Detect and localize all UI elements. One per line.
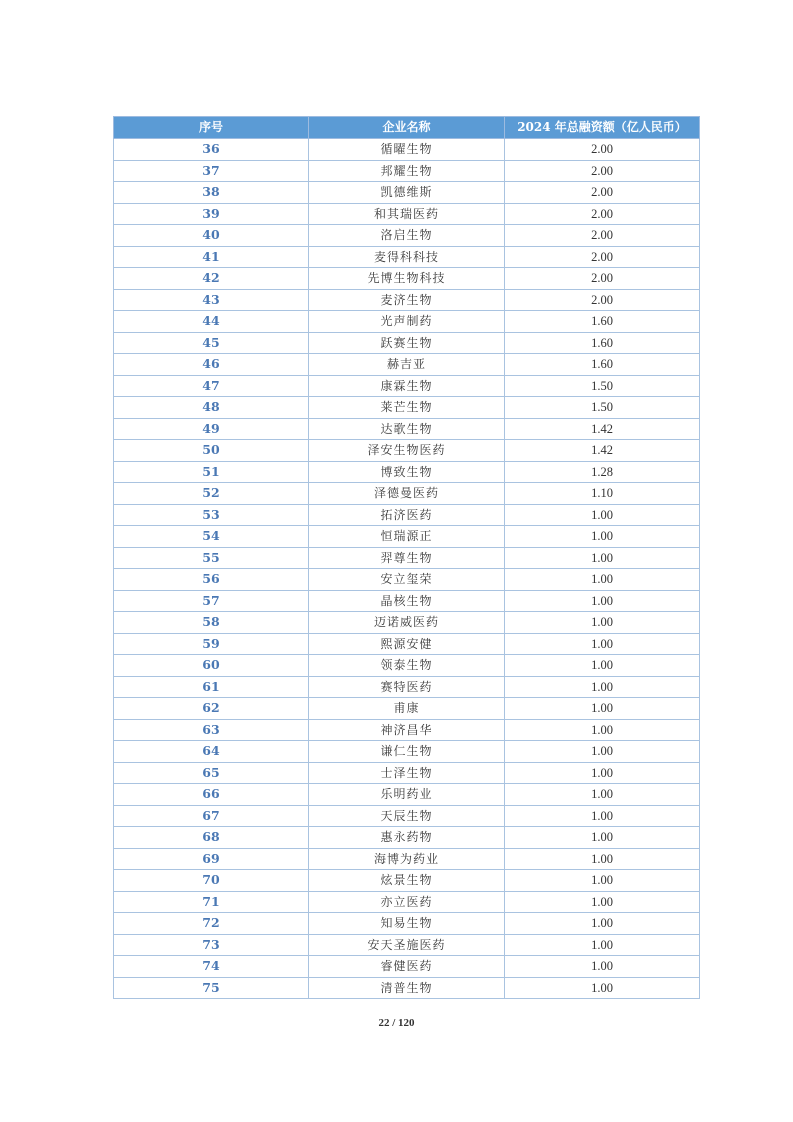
row-financing-amount: 1.00 [505, 784, 700, 806]
row-index: 62 [114, 698, 309, 720]
row-financing-amount: 1.00 [505, 870, 700, 892]
row-financing-amount: 1.00 [505, 504, 700, 526]
row-company-name: 光声制药 [309, 311, 505, 333]
row-financing-amount: 1.00 [505, 741, 700, 763]
table-row [114, 547, 700, 569]
table-row [114, 483, 700, 505]
row-company-name: 拓济医药 [309, 504, 505, 526]
table-row [114, 332, 700, 354]
table-row [114, 203, 700, 225]
row-index: 56 [114, 569, 309, 591]
row-index: 39 [114, 203, 309, 225]
row-financing-amount: 1.00 [505, 633, 700, 655]
row-company-name: 安天圣施医药 [309, 934, 505, 956]
row-index: 36 [114, 139, 309, 161]
row-financing-amount: 2.00 [505, 139, 700, 161]
row-financing-amount: 1.60 [505, 332, 700, 354]
table-row [114, 160, 700, 182]
row-index: 40 [114, 225, 309, 247]
row-financing-amount: 1.00 [505, 913, 700, 935]
row-index: 65 [114, 762, 309, 784]
row-index: 41 [114, 246, 309, 268]
table-header-row [114, 117, 700, 139]
table-row [114, 827, 700, 849]
row-financing-amount: 1.00 [505, 590, 700, 612]
row-index: 59 [114, 633, 309, 655]
table-row [114, 246, 700, 268]
row-financing-amount: 1.00 [505, 827, 700, 849]
row-company-name: 赫吉亚 [309, 354, 505, 376]
header-total-financing: 2024 年总融资额（亿人民币） [505, 117, 700, 139]
table-row [114, 934, 700, 956]
row-index: 68 [114, 827, 309, 849]
row-company-name: 清普生物 [309, 977, 505, 999]
table-row [114, 762, 700, 784]
row-financing-amount: 1.00 [505, 612, 700, 634]
row-index: 63 [114, 719, 309, 741]
row-index: 70 [114, 870, 309, 892]
row-index: 48 [114, 397, 309, 419]
row-financing-amount: 1.00 [505, 719, 700, 741]
row-index: 43 [114, 289, 309, 311]
row-company-name: 洛启生物 [309, 225, 505, 247]
row-financing-amount: 1.00 [505, 848, 700, 870]
row-company-name: 麦得科科技 [309, 246, 505, 268]
table-row [114, 655, 700, 677]
row-financing-amount: 1.42 [505, 418, 700, 440]
row-company-name: 睿健医药 [309, 956, 505, 978]
table-row [114, 418, 700, 440]
row-financing-amount: 1.60 [505, 311, 700, 333]
row-index: 45 [114, 332, 309, 354]
row-company-name: 熙源安健 [309, 633, 505, 655]
header-index: 序号 [114, 117, 309, 139]
row-financing-amount: 1.00 [505, 676, 700, 698]
row-financing-amount: 1.50 [505, 375, 700, 397]
table-row [114, 354, 700, 376]
row-financing-amount: 2.00 [505, 160, 700, 182]
row-company-name: 跃赛生物 [309, 332, 505, 354]
row-company-name: 亦立医药 [309, 891, 505, 913]
row-company-name: 惠永药物 [309, 827, 505, 849]
table-row [114, 719, 700, 741]
financing-table-container [113, 116, 699, 999]
table-row [114, 225, 700, 247]
row-company-name: 恒瑞源正 [309, 526, 505, 548]
row-index: 50 [114, 440, 309, 462]
row-financing-amount: 2.00 [505, 225, 700, 247]
row-financing-amount: 1.28 [505, 461, 700, 483]
row-company-name: 乐明药业 [309, 784, 505, 806]
table-row [114, 569, 700, 591]
row-financing-amount: 1.00 [505, 698, 700, 720]
table-row [114, 784, 700, 806]
row-index: 64 [114, 741, 309, 763]
header-company-name: 企业名称 [309, 117, 505, 139]
row-company-name: 麦济生物 [309, 289, 505, 311]
row-index: 49 [114, 418, 309, 440]
row-company-name: 甫康 [309, 698, 505, 720]
table-row [114, 870, 700, 892]
row-index: 74 [114, 956, 309, 978]
row-index: 75 [114, 977, 309, 999]
row-index: 44 [114, 311, 309, 333]
table-row [114, 139, 700, 161]
table-row [114, 461, 700, 483]
table-row [114, 504, 700, 526]
row-company-name: 士泽生物 [309, 762, 505, 784]
row-company-name: 羿尊生物 [309, 547, 505, 569]
row-index: 72 [114, 913, 309, 935]
row-financing-amount: 1.00 [505, 569, 700, 591]
row-financing-amount: 2.00 [505, 268, 700, 290]
row-financing-amount: 1.00 [505, 805, 700, 827]
row-financing-amount: 2.00 [505, 246, 700, 268]
row-company-name: 神济昌华 [309, 719, 505, 741]
table-row [114, 891, 700, 913]
row-company-name: 泽德曼医药 [309, 483, 505, 505]
table-row [114, 612, 700, 634]
row-index: 57 [114, 590, 309, 612]
row-company-name: 晶核生物 [309, 590, 505, 612]
row-financing-amount: 1.00 [505, 934, 700, 956]
row-index: 67 [114, 805, 309, 827]
table-row [114, 848, 700, 870]
row-company-name: 和其瑞医药 [309, 203, 505, 225]
table-row [114, 913, 700, 935]
table-row [114, 590, 700, 612]
table-row [114, 698, 700, 720]
row-index: 60 [114, 655, 309, 677]
row-financing-amount: 2.00 [505, 182, 700, 204]
row-index: 42 [114, 268, 309, 290]
row-company-name: 莱芒生物 [309, 397, 505, 419]
row-company-name: 炫景生物 [309, 870, 505, 892]
row-financing-amount: 1.10 [505, 483, 700, 505]
table-row [114, 633, 700, 655]
row-index: 38 [114, 182, 309, 204]
row-index: 37 [114, 160, 309, 182]
row-financing-amount: 1.42 [505, 440, 700, 462]
row-company-name: 天辰生物 [309, 805, 505, 827]
table-row [114, 805, 700, 827]
row-company-name: 知易生物 [309, 913, 505, 935]
row-company-name: 领泰生物 [309, 655, 505, 677]
row-financing-amount: 1.00 [505, 762, 700, 784]
row-company-name: 迈诺威医药 [309, 612, 505, 634]
table-row [114, 977, 700, 999]
row-company-name: 谦仁生物 [309, 741, 505, 763]
row-company-name: 邦耀生物 [309, 160, 505, 182]
row-index: 58 [114, 612, 309, 634]
table-body [114, 139, 700, 999]
row-index: 69 [114, 848, 309, 870]
financing-table [113, 116, 700, 999]
row-company-name: 先博生物科技 [309, 268, 505, 290]
row-index: 61 [114, 676, 309, 698]
row-financing-amount: 1.50 [505, 397, 700, 419]
row-index: 46 [114, 354, 309, 376]
table-row [114, 676, 700, 698]
row-index: 47 [114, 375, 309, 397]
row-financing-amount: 1.60 [505, 354, 700, 376]
table-row [114, 440, 700, 462]
row-company-name: 赛特医药 [309, 676, 505, 698]
row-index: 52 [114, 483, 309, 505]
table-row [114, 375, 700, 397]
row-index: 51 [114, 461, 309, 483]
row-financing-amount: 1.00 [505, 956, 700, 978]
row-company-name: 博致生物 [309, 461, 505, 483]
row-index: 71 [114, 891, 309, 913]
row-index: 73 [114, 934, 309, 956]
table-row [114, 526, 700, 548]
row-company-name: 泽安生物医药 [309, 440, 505, 462]
page-number: 22 / 120 [378, 1017, 415, 1029]
table-row [114, 741, 700, 763]
row-financing-amount: 1.00 [505, 891, 700, 913]
row-company-name: 凯德维斯 [309, 182, 505, 204]
row-financing-amount: 1.00 [505, 977, 700, 999]
row-financing-amount: 1.00 [505, 526, 700, 548]
row-financing-amount: 1.00 [505, 655, 700, 677]
row-index: 53 [114, 504, 309, 526]
table-row [114, 956, 700, 978]
row-company-name: 海博为药业 [309, 848, 505, 870]
row-company-name: 安立玺荣 [309, 569, 505, 591]
row-company-name: 达歌生物 [309, 418, 505, 440]
table-row [114, 311, 700, 333]
row-index: 54 [114, 526, 309, 548]
table-row [114, 397, 700, 419]
row-financing-amount: 2.00 [505, 203, 700, 225]
row-financing-amount: 2.00 [505, 289, 700, 311]
row-company-name: 循曜生物 [309, 139, 505, 161]
table-row [114, 268, 700, 290]
row-index: 66 [114, 784, 309, 806]
row-company-name: 康霖生物 [309, 375, 505, 397]
row-index: 55 [114, 547, 309, 569]
table-row [114, 289, 700, 311]
row-financing-amount: 1.00 [505, 547, 700, 569]
table-row [114, 182, 700, 204]
